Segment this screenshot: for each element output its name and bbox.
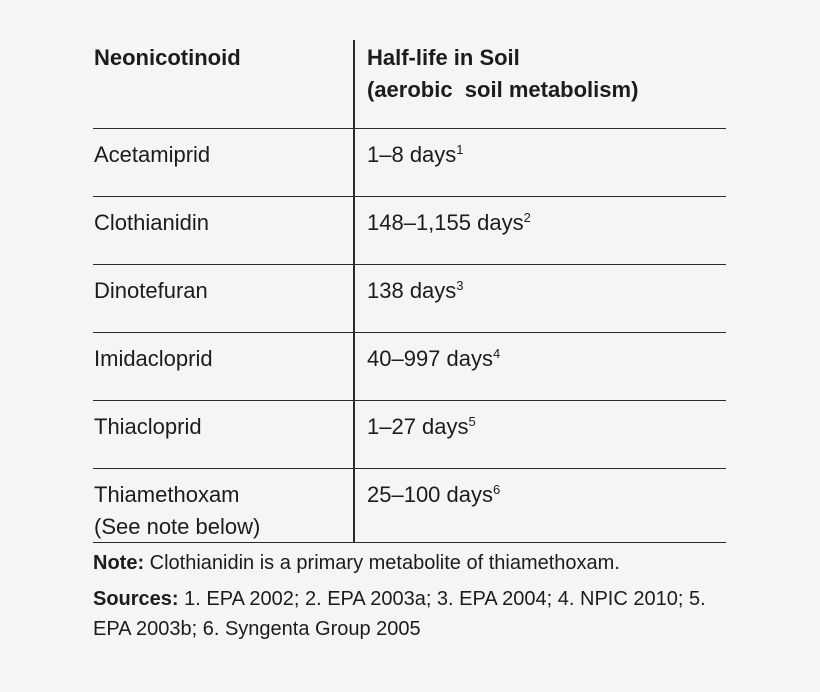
column-divider xyxy=(353,197,355,264)
footnote-ref: 4 xyxy=(493,346,501,361)
row-value xyxy=(354,401,726,468)
value-text: 148–1,155 days xyxy=(367,210,524,235)
half-life-table xyxy=(93,40,726,543)
row-name xyxy=(93,469,354,542)
value-text: 1–8 days xyxy=(367,142,457,167)
row-name: Imidacloprid xyxy=(94,346,213,371)
note-label: Note: xyxy=(93,552,145,574)
footnote-ref: 5 xyxy=(468,414,476,429)
column-divider xyxy=(353,469,355,542)
row-value xyxy=(354,333,726,400)
table-notes xyxy=(93,548,743,650)
footnote-ref: 2 xyxy=(523,210,531,225)
row-name: Thiacloprid xyxy=(94,414,202,439)
table-row xyxy=(93,197,726,265)
footnote-ref: 3 xyxy=(456,278,464,293)
row-value xyxy=(354,265,726,332)
table-row xyxy=(93,401,726,469)
column-divider xyxy=(353,401,355,468)
column-divider xyxy=(353,40,355,128)
note-text: Clothianidin is a primary metabolite of thiamethoxam. xyxy=(144,552,620,574)
value-text: 25–100 days xyxy=(367,482,493,507)
header-half-life-line1: Half-life in Soil xyxy=(367,45,520,70)
table-header-row xyxy=(93,40,726,129)
header-neonicotinoid: Neonicotinoid xyxy=(94,45,241,70)
table-row xyxy=(93,469,726,543)
sources-label: Sources: xyxy=(93,588,179,610)
row-name-line2: (See note below) xyxy=(94,514,261,539)
column-divider xyxy=(353,333,355,400)
row-name-line1: Thiamethoxam xyxy=(94,482,240,507)
table-row xyxy=(93,333,726,401)
row-name: Dinotefuran xyxy=(94,278,208,303)
sources-paragraph xyxy=(93,584,743,644)
sources-text: 1. EPA 2002; 2. EPA 2003a; 3. EPA 2004; 4. NPIC 2010; 5. EPA 2003b; 6. Syngenta Group 2005 xyxy=(93,588,706,640)
note-paragraph xyxy=(93,548,743,578)
table-row xyxy=(93,265,726,333)
footnote-ref: 6 xyxy=(493,482,501,497)
value-text: 138 days xyxy=(367,278,457,303)
row-value xyxy=(354,469,726,542)
value-text: 40–997 days xyxy=(367,346,493,371)
column-divider xyxy=(353,265,355,332)
footnote-ref: 1 xyxy=(456,142,464,157)
column-divider xyxy=(353,129,355,196)
table-row xyxy=(93,129,726,197)
value-text: 1–27 days xyxy=(367,414,469,439)
header-half-life xyxy=(354,40,726,128)
row-name: Clothianidin xyxy=(94,210,209,235)
header-half-life-line2: (aerobic soil metabolism) xyxy=(367,77,639,102)
row-name: Acetamiprid xyxy=(94,142,211,167)
row-value xyxy=(354,197,726,264)
row-value xyxy=(354,129,726,196)
